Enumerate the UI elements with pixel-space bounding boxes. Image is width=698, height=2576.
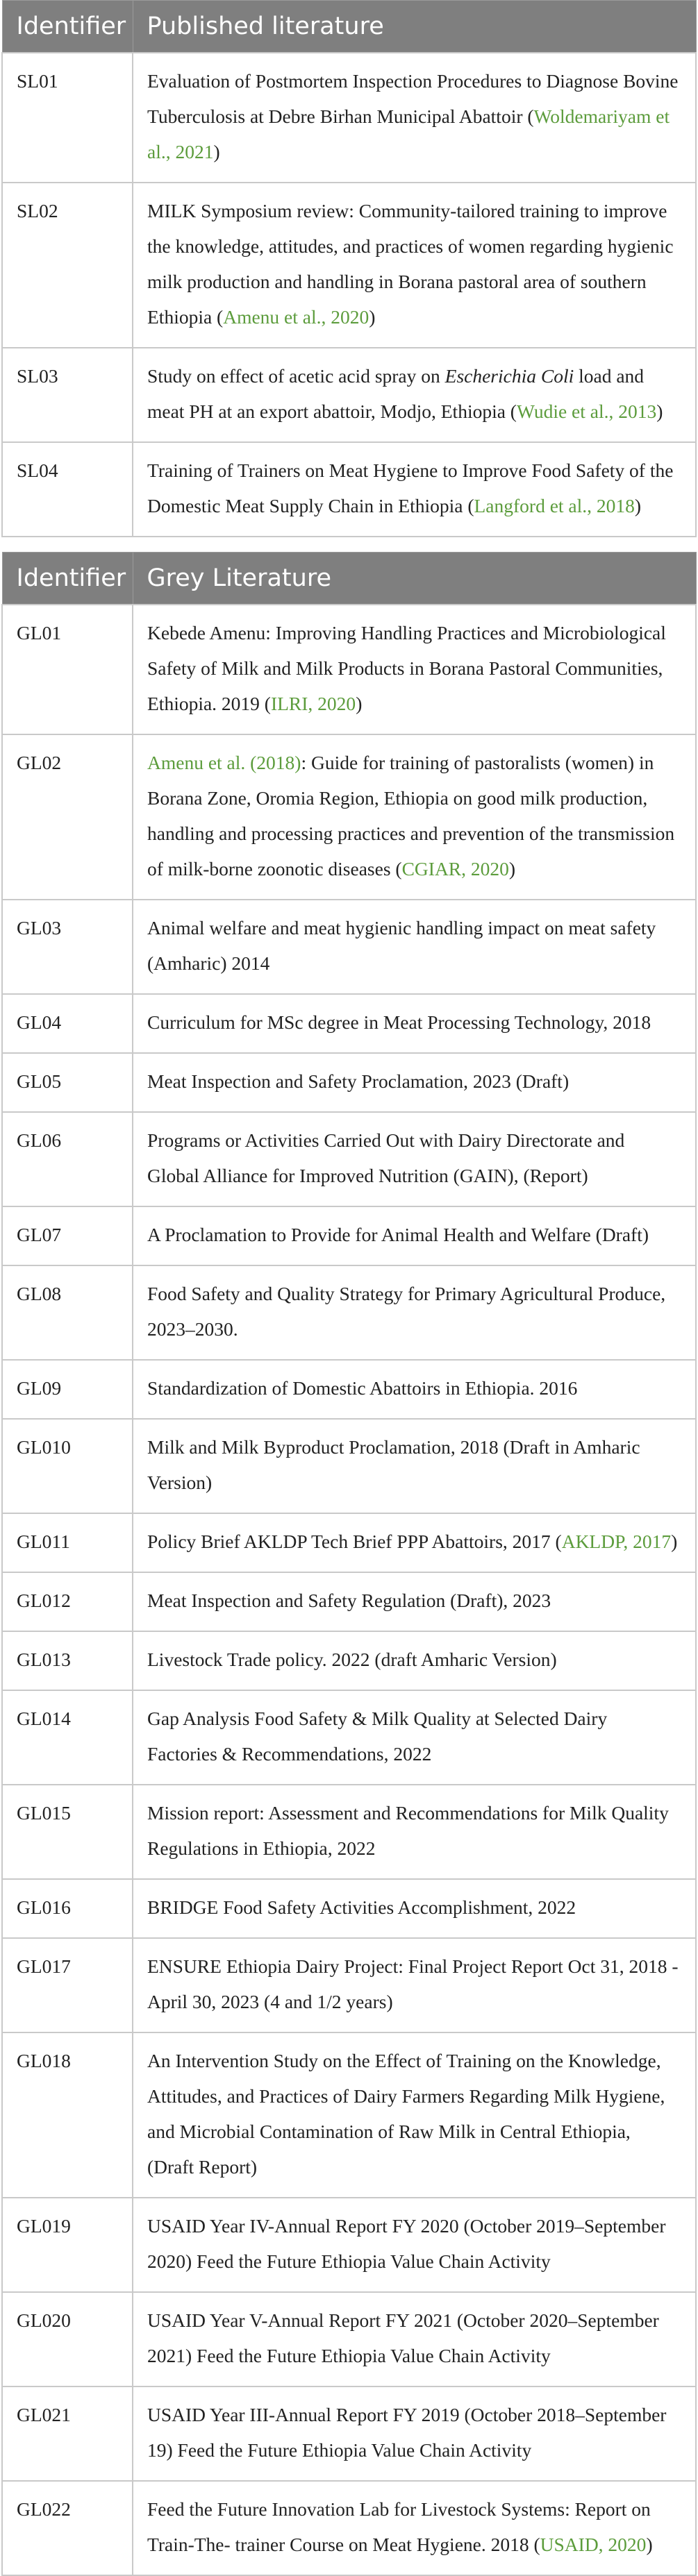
identifier-cell: GL012 <box>2 1572 133 1631</box>
text-segment: ) <box>356 693 363 714</box>
table-row <box>2 2386 696 2481</box>
citation-link[interactable]: AKLDP, 2017 <box>561 1531 672 1552</box>
text-segment: Meat Inspection and Safety Regulation (Draft), 2023 <box>147 1590 551 1611</box>
literature-cell <box>133 2481 696 2575</box>
literature-cell <box>133 1265 696 1360</box>
text-segment: ) <box>369 306 376 328</box>
literature-cell <box>133 1360 696 1419</box>
literature-cell <box>133 2292 696 2386</box>
text-segment: USAID Year V-Annual Report FY 2021 (October 2020–September 2021) Feed the Future Ethiopia Value Chain Activity <box>147 2309 659 2366</box>
table-row <box>2 183 696 348</box>
literature-cell <box>133 183 696 348</box>
table-row <box>2 348 696 442</box>
literature-cell <box>133 2032 696 2198</box>
literature-cell <box>133 348 696 442</box>
literature-cell <box>133 900 696 994</box>
identifier-cell: SL04 <box>2 442 133 537</box>
identifier-cell: SL02 <box>2 183 133 348</box>
literature-cell <box>133 1053 696 1112</box>
text-segment: Mission report: Assessment and Recommendations for Milk Quality Regulations in Ethiopia, 2022 <box>147 1802 669 1859</box>
identifier-cell: GL010 <box>2 1419 133 1513</box>
text-segment: ) <box>213 141 220 162</box>
text-segment: Food Safety and Quality Strategy for Primary Agricultural Produce, 2023–2030. <box>147 1283 666 1340</box>
table-row <box>2 2481 696 2575</box>
identifier-cell: GL013 <box>2 1631 133 1690</box>
table-row <box>2 1265 696 1360</box>
text-segment: A Proclamation to Provide for Animal Health and Welfare (Draft) <box>147 1224 649 1245</box>
text-segment: ) <box>671 1531 678 1552</box>
table-row <box>2 994 696 1053</box>
table-row <box>2 1785 696 1879</box>
literature-cell <box>133 1879 696 1938</box>
grey-literature-table <box>1 552 697 2576</box>
identifier-cell: GL08 <box>2 1265 133 1360</box>
literature-cell <box>133 1690 696 1785</box>
text-segment: Livestock Trade policy. 2022 (draft Amharic Version) <box>147 1649 557 1670</box>
literature-cell <box>133 1419 696 1513</box>
text-segment: Animal welfare and meat hygienic handling impact on meat safety (Amharic) 2014 <box>147 917 656 974</box>
text-segment: Programs or Activities Carried Out with Dairy Directorate and Global Alliance for Improved Nutrition (GAIN), (Report) <box>147 1129 625 1186</box>
table-row <box>2 442 696 537</box>
identifier-cell: GL06 <box>2 1112 133 1206</box>
text-segment: Study on effect of acetic acid spray on <box>147 365 445 387</box>
table-row <box>2 1053 696 1112</box>
text-segment: Evaluation of Postmortem Inspection Procedures to Diagnose Bovine Tuberculosis at Debre Birhan Municipal Abattoir ( <box>147 70 679 127</box>
literature-cell <box>133 1938 696 2032</box>
table-row <box>2 2032 696 2198</box>
literature-cell <box>133 1785 696 1879</box>
text-segment: Milk and Milk Byproduct Proclamation, 2018 (Draft in Amharic Version) <box>147 1436 640 1493</box>
text-segment: An Intervention Study on the Effect of Training on the Knowledge, Attitudes, and Practices of Dairy Farmers Regarding Milk Hygiene, and Microbial Contamination of Raw Milk in Central Ethiopia, (Draft Report) <box>147 2050 665 2178</box>
text-segment: MILK Symposium review: Community-tailored training to improve the knowledge, attitudes, and practices of women regarding hygienic milk production and handling in Borana pastoral area of southern Ethiopia ( <box>147 200 674 328</box>
literature-cell <box>133 1631 696 1690</box>
identifier-cell: GL03 <box>2 900 133 994</box>
table-row <box>2 605 696 734</box>
text-segment: Gap Analysis Food Safety & Milk Quality at Selected Dairy Factories & Recommendations, 2022 <box>147 1708 608 1765</box>
literature-cell <box>133 734 696 900</box>
table-row <box>2 1631 696 1690</box>
citation-link[interactable]: Woldemariyam et al., 2021 <box>147 106 670 162</box>
literature-cell <box>133 1572 696 1631</box>
citation-link[interactable]: Amenu et al., 2020 <box>223 306 369 328</box>
identifier-cell: SL03 <box>2 348 133 442</box>
identifier-cell: GL020 <box>2 2292 133 2386</box>
identifier-cell: GL02 <box>2 734 133 900</box>
text-segment: USAID Year III-Annual Report FY 2019 (October 2018–September 19) Feed the Future Ethiopia Value Chain Activity <box>147 2404 667 2461</box>
table-row <box>2 734 696 900</box>
identifier-cell: GL011 <box>2 1513 133 1572</box>
text-segment: Standardization of Domestic Abattoirs in Ethiopia. 2016 <box>147 1377 578 1399</box>
table-row <box>2 2198 696 2292</box>
text-segment: Kebede Amenu: Improving Handling Practices and Microbiological Safety of Milk and Milk Products in Borana Pastoral Communities, Ethiopia. 2019 ( <box>147 622 666 714</box>
literature-cell <box>133 442 696 537</box>
table-row <box>2 1419 696 1513</box>
literature-cell <box>133 1206 696 1265</box>
table-header-row <box>2 1 696 53</box>
text-segment: ) <box>646 2534 653 2555</box>
identifier-cell: GL022 <box>2 2481 133 2575</box>
text-segment: Curriculum for MSc degree in Meat Processing Technology, 2018 <box>147 1011 651 1033</box>
citation-link[interactable]: Wudie et al., 2013 <box>516 401 657 422</box>
identifier-column-header: Identifier <box>2 553 133 605</box>
table-row <box>2 1513 696 1572</box>
literature-cell <box>133 2386 696 2481</box>
citation-link[interactable]: ILRI, 2020 <box>270 693 356 714</box>
text-segment: Feed the Future Innovation Lab for Livestock Systems: Report on Train-The- trainer Course on Meat Hygiene. 2018 ( <box>147 2498 651 2555</box>
text-segment: ) <box>656 401 663 422</box>
table-row <box>2 1112 696 1206</box>
text-segment: load and meat PH at an export abattoir, Modjo, Ethiopia ( <box>147 365 645 422</box>
text-segment: ) <box>634 495 642 516</box>
identifier-cell: GL05 <box>2 1053 133 1112</box>
grey-literature-column-header: Grey Literature <box>133 553 696 605</box>
identifier-cell: GL019 <box>2 2198 133 2292</box>
text-segment: : Guide for training of pastoralists (women) in Borana Zone, Oromia Region, Ethiopia on good milk production, handling and processing practices and prevention of the transmission of milk-borne zoonotic diseases ( <box>147 752 675 879</box>
identifier-cell: GL021 <box>2 2386 133 2481</box>
identifier-cell: GL018 <box>2 2032 133 2198</box>
italic-text: Escherichia Coli <box>444 365 574 387</box>
literature-cell <box>133 994 696 1053</box>
table-row <box>2 1879 696 1938</box>
text-segment: Policy Brief AKLDP Tech Brief PPP Abattoirs, 2017 ( <box>147 1531 562 1552</box>
citation-link[interactable]: USAID, 2020 <box>540 2534 647 2555</box>
text-segment: Training of Trainers on Meat Hygiene to Improve Food Safety of the Domestic Meat Supply Chain in Ethiopia ( <box>147 460 674 516</box>
text-segment: Meat Inspection and Safety Proclamation, 2023 (Draft) <box>147 1070 570 1092</box>
published-literature-column-header: Published literature <box>133 1 696 53</box>
table-row <box>2 1572 696 1631</box>
table-row <box>2 900 696 994</box>
citation-link[interactable]: Amenu et al. (2018) <box>147 752 301 773</box>
literature-cell <box>133 53 696 183</box>
text-segment: ) <box>508 858 516 879</box>
identifier-cell: GL014 <box>2 1690 133 1785</box>
table-row <box>2 1206 696 1265</box>
citation-link[interactable]: CGIAR, 2020 <box>401 858 509 879</box>
identifier-cell: GL09 <box>2 1360 133 1419</box>
literature-cell <box>133 1112 696 1206</box>
identifier-cell: SL01 <box>2 53 133 183</box>
text-segment: USAID Year IV-Annual Report FY 2020 (October 2019–September 2020) Feed the Future Ethiopia Value Chain Activity <box>147 2215 666 2272</box>
identifier-cell: GL016 <box>2 1879 133 1938</box>
text-segment: ENSURE Ethiopia Dairy Project: Final Project Report Oct 31, 2018 - April 30, 2023 (4 and 1/2 years) <box>147 1955 679 2012</box>
identifier-cell: GL015 <box>2 1785 133 1879</box>
identifier-cell: GL07 <box>2 1206 133 1265</box>
text-segment: BRIDGE Food Safety Activities Accomplishment, 2022 <box>147 1896 576 1918</box>
table-row <box>2 53 696 183</box>
literature-cell <box>133 1513 696 1572</box>
identifier-cell: GL01 <box>2 605 133 734</box>
published-literature-table <box>1 0 697 537</box>
identifier-column-header: Identifier <box>2 1 133 53</box>
table-header-row <box>2 553 696 605</box>
table-row <box>2 1938 696 2032</box>
literature-cell <box>133 605 696 734</box>
identifier-cell: GL04 <box>2 994 133 1053</box>
table-row <box>2 2292 696 2386</box>
citation-link[interactable]: Langford et al., 2018 <box>474 495 635 516</box>
literature-cell <box>133 2198 696 2292</box>
table-row <box>2 1360 696 1419</box>
identifier-cell: GL017 <box>2 1938 133 2032</box>
table-row <box>2 1690 696 1785</box>
